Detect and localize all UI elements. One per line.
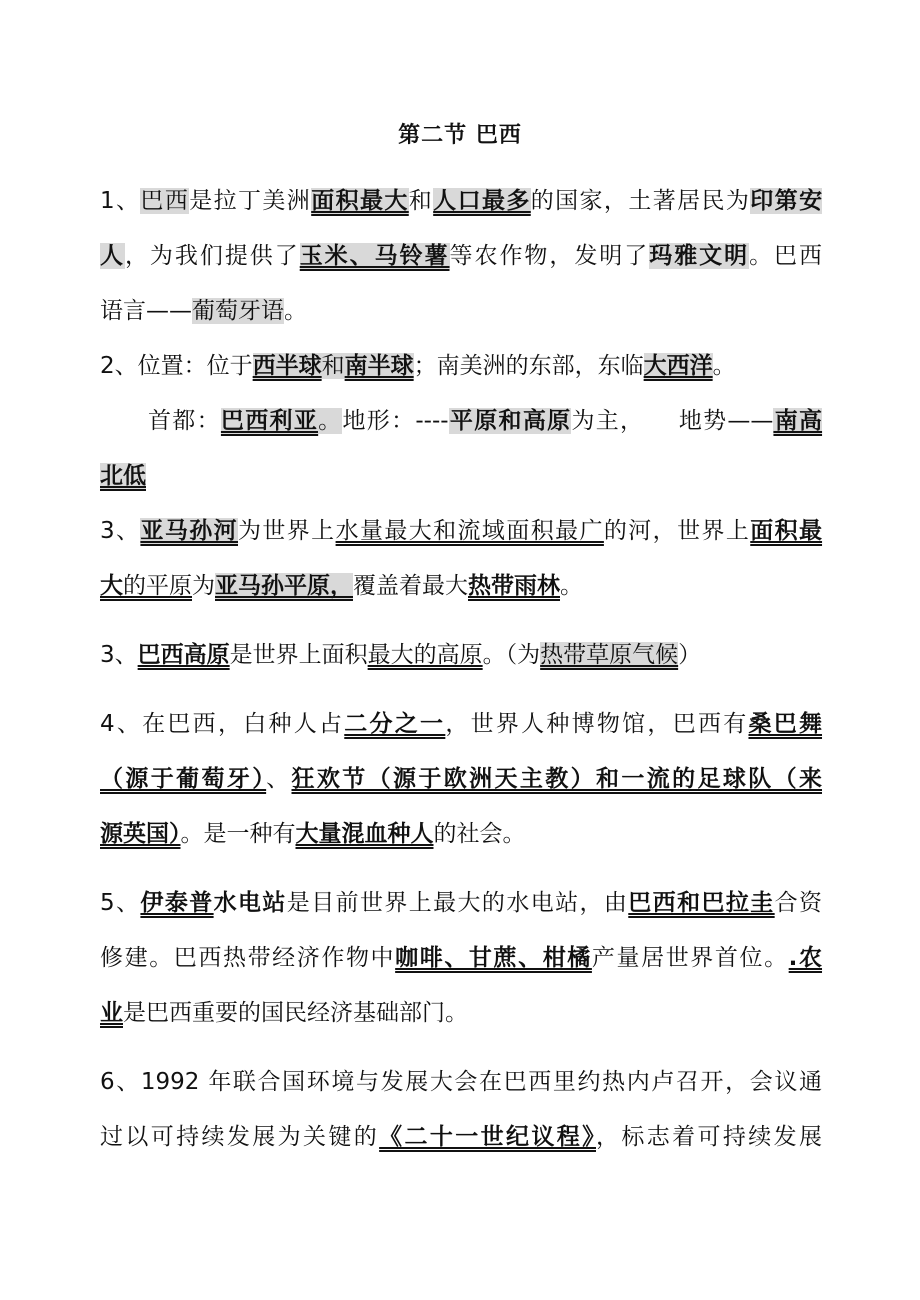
text-run: 为世界上 xyxy=(238,518,336,544)
paragraph-spacer xyxy=(100,690,822,704)
text-line xyxy=(100,291,822,346)
text-run: 是目前世界上最大的水电站，由 xyxy=(286,890,629,916)
emphasized-text: 面积最大 xyxy=(311,188,409,214)
paragraph-spacer xyxy=(100,869,822,883)
emphasized-text: 热带雨林 xyxy=(468,573,560,599)
emphasized-text: 业 xyxy=(100,1000,123,1026)
text-line xyxy=(100,181,822,236)
text-line xyxy=(100,511,822,566)
emphasized-text: 巴西利亚 xyxy=(220,408,319,434)
emphasized-text: 水量最大和流域面积最广 xyxy=(335,518,604,544)
page-title: 第二节 巴西 xyxy=(398,123,522,148)
text-run: 地形：---- xyxy=(342,408,449,434)
emphasized-text: .农 xyxy=(788,945,823,971)
text-line xyxy=(100,883,822,938)
text-run: 为 xyxy=(192,573,215,599)
text-line xyxy=(100,759,822,814)
text-run: 是世界上面积 xyxy=(229,642,368,668)
text-run: ，世界人种博物馆，巴西有 xyxy=(445,711,749,737)
text-run: 3、 xyxy=(100,642,138,668)
emphasized-text: 。 xyxy=(318,408,343,434)
emphasized-text: 源英国） xyxy=(100,821,181,847)
paragraph-spacer xyxy=(100,1048,822,1062)
text-line xyxy=(100,635,822,690)
emphasized-text: 最大的高原 xyxy=(367,642,483,668)
paragraph-spacer xyxy=(100,621,822,635)
paragraph xyxy=(100,1062,822,1172)
text-run: 6、1992 年联合国环境与发展大会在巴西里约热内卢召开，会议通 xyxy=(100,1069,822,1095)
paragraph xyxy=(100,635,822,690)
text-line xyxy=(100,401,822,456)
text-run: 的河，世界上 xyxy=(603,518,751,544)
emphasized-text: 巴西和巴拉圭 xyxy=(628,890,775,916)
text-run: 语言—— xyxy=(100,298,192,324)
emphasized-text: 大量混血种人 xyxy=(295,821,434,847)
emphasized-text: 咖啡、甘蔗、柑橘 xyxy=(395,945,592,971)
emphasized-text: 巴西 xyxy=(140,188,190,214)
text-run: 等农作物，发明了 xyxy=(449,243,650,269)
text-run: 1、 xyxy=(100,188,141,214)
text-line xyxy=(100,236,822,291)
text-line xyxy=(100,346,822,401)
emphasized-text: 大 xyxy=(100,573,123,599)
emphasized-text: （源于葡萄牙） xyxy=(100,766,267,792)
emphasized-text: 南高 xyxy=(773,408,823,434)
text-run: 为主， 地势—— xyxy=(571,408,774,434)
emphasized-text: 亚马孙平原， xyxy=(215,573,353,599)
emphasized-text: 玛雅文明 xyxy=(649,243,750,269)
text-run: 、 xyxy=(266,766,292,792)
emphasized-text: 巴西高原 xyxy=(137,642,230,668)
paragraph xyxy=(100,883,822,1048)
text-line xyxy=(100,566,822,621)
emphasized-text: 的平原 xyxy=(123,573,192,599)
paragraph xyxy=(100,704,822,869)
text-run: ，标志着可持续发展 xyxy=(596,1124,822,1150)
emphasized-text: 西半球 xyxy=(252,353,322,379)
text-run: 和 xyxy=(408,188,434,214)
text-line xyxy=(100,993,822,1048)
text-run: 3、 xyxy=(100,518,141,544)
text-line xyxy=(100,456,822,511)
text-run: 的社会。 xyxy=(433,821,526,847)
text-run: 。是一种有 xyxy=(180,821,296,847)
text-run: 是巴西重要的国民经济基础部门。 xyxy=(123,1000,468,1026)
emphasized-text: 人 xyxy=(100,243,125,269)
emphasized-text: 水电站 xyxy=(213,890,287,916)
emphasized-text: 南半球 xyxy=(344,353,414,379)
emphasized-text: 北低 xyxy=(100,463,146,489)
text-line xyxy=(100,814,822,869)
text-run: 首都： xyxy=(148,408,221,434)
text-line xyxy=(100,1062,822,1117)
text-run: 。（为 xyxy=(482,642,541,668)
text-run: 是拉丁美洲 xyxy=(189,188,312,214)
text-run: 修建。巴西热带经济作物中 xyxy=(100,945,396,971)
document-body xyxy=(100,181,822,1172)
text-run: 。巴西 xyxy=(749,243,823,269)
paragraph xyxy=(100,346,822,511)
text-run: 。 xyxy=(560,573,583,599)
emphasized-text: 《二十一世纪议程》 xyxy=(379,1124,596,1150)
text-line xyxy=(100,1117,822,1172)
emphasized-text: 二分之一 xyxy=(344,711,446,737)
emphasized-text: 伊泰普 xyxy=(140,890,214,916)
emphasized-text: 玉米、马铃薯 xyxy=(299,243,450,269)
text-run: 过以可持续发展为关键的 xyxy=(100,1124,380,1150)
paragraph xyxy=(100,181,822,346)
paragraph xyxy=(100,511,822,621)
text-run: 产量居世界首位。 xyxy=(591,945,789,971)
emphasized-text: 热带草原气候 xyxy=(540,642,679,668)
emphasized-text: 面积最 xyxy=(750,518,823,544)
text-run: 的国家，土著居民为 xyxy=(530,188,751,214)
text-run: 4、在巴西，白种人占 xyxy=(100,711,345,737)
text-line xyxy=(100,938,822,993)
text-run: ） xyxy=(678,642,702,668)
text-run: ；南美洲的东部，东临 xyxy=(413,353,644,379)
emphasized-text: 大西洋 xyxy=(643,353,713,379)
text-run: 2、位置：位于 xyxy=(100,353,253,379)
emphasized-text: 人口最多 xyxy=(433,188,531,214)
emphasized-text: 葡萄牙语 xyxy=(192,298,284,324)
emphasized-text: 狂欢节（源于欧洲天主教）和一流的足球队（来 xyxy=(291,766,822,792)
emphasized-text: 平原和高原 xyxy=(448,408,572,434)
emphasized-text: 亚马孙河 xyxy=(140,518,238,544)
text-run: 覆盖着最大 xyxy=(353,573,468,599)
text-run: 合资 xyxy=(774,890,823,916)
emphasized-text: 印第安 xyxy=(750,188,823,214)
emphasized-text: 桑巴舞 xyxy=(748,711,823,737)
text-run: ，为我们提供了 xyxy=(124,243,300,269)
text-line xyxy=(100,704,822,759)
emphasized-text: 和 xyxy=(321,353,345,379)
text-run: 5、 xyxy=(100,890,141,916)
text-run: 。 xyxy=(284,298,307,324)
text-run: 。 xyxy=(712,353,736,379)
